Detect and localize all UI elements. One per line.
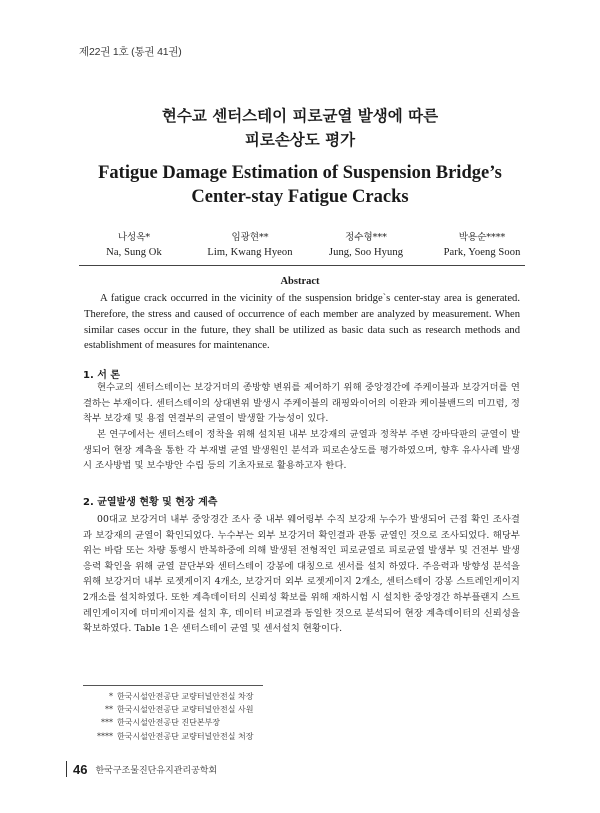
page-footer xyxy=(66,761,217,777)
author-item xyxy=(78,231,190,260)
author-name-english: Na, Sung Ok xyxy=(106,247,162,258)
korean-title-line-2: 피로손상도 평가 xyxy=(244,130,356,149)
abstract-heading: Abstract xyxy=(280,276,320,287)
footnote-mark: ** xyxy=(105,705,113,715)
body-paragraph: 현수교의 센터스테이는 보강거더의 종방향 변위를 제어하기 위해 중앙경간에 주케이블과 보강거더를 연결하는 부재이다. 센터스테이의 상대변위 발생시 주케이블의 래핑와이어의 이완과 케이블밴드의 미끄럼, 정착부 보강재 및 용접 연결부의 균열이 발생할 가능성이 있다. xyxy=(83,382,520,425)
footnote-item xyxy=(83,716,253,729)
footnote-mark: *** xyxy=(101,718,113,728)
page-number: 46 xyxy=(73,761,88,777)
korean-title-line-1: 현수교 센터스테이 피로균열 발생에 따른 xyxy=(161,106,439,125)
footnote-text: 한국시설안전공단 교량터널안전실 차장 xyxy=(117,692,254,701)
english-title-line-1: Fatigue Damage Estimation of Suspension Bridge’s xyxy=(98,163,502,183)
author-name-korean: 정수형*** xyxy=(345,232,387,243)
body-paragraph: 본 연구에서는 센터스테이 정착을 위해 설치된 내부 보강재의 균열과 정착부 주변 강바닥판의 균열이 발생되어 현장 계측을 통한 각 부재별 균열 발생원인 분석과 피로손상도를 평가하였으며, 향후 유사사례 발생시 조사방법 및 보수방안 수립 등의 기초자료로 활용하고자 한다. xyxy=(83,429,520,472)
footnote-list xyxy=(83,690,253,743)
journal-name: 한국구조물진단유지관리공학회 xyxy=(95,764,218,775)
author-list xyxy=(78,231,538,260)
body-paragraph: 00대교 보강거더 내부 중앙경간 조사 중 내부 웨어링부 수직 보강재 누수가 발생되어 근접 확인 조사결과 보강재의 균열이 확인되었다. 누수부는 외부 보강거더 확인결과 관통 균열인 것으로 조사되었다. 해당부위는 바람 또는 차량 통행시 반복하중에 의해 발생된 전형적인 피로균열로 피로균열 발생부 및 건전부 발생응력 확인을 위해 균열 끝단부와 센터스테이 강봉에 대칭으로 센서를 설치 하였다. 주응력과 방향성 분석을 위해 보강거더 내부 로젯게이지 4개소, 보강거더 외부 로젯게이지 2개소, 센터스테이 강봉 스트레인게이지 2개소를 설치하였다. 또한 계측데이터의 신뢰성 확보를 위해 재하시험 시 설치한 중앙경간 하부플랜지 스트레인게이지에 더미게이지를 설치 후, 데이터 비교결과 동일한 것으로 분석되어 현장 계측데이터의 신뢰성을 확보하였다. Table 1은 센터스테이 균열 및 센서설치 현황이다. xyxy=(83,514,520,635)
author-name-english: Lim, Kwang Hyeon xyxy=(207,247,293,258)
author-item xyxy=(310,231,422,260)
author-name-english: Park, Yoeng Soon xyxy=(443,247,521,258)
author-name-korean: 박용순**** xyxy=(458,232,506,243)
author-divider xyxy=(79,265,525,266)
author-item xyxy=(194,231,306,260)
footer-bar xyxy=(66,761,67,777)
section-heading-crack-status: 2. 균열발생 현황 및 현장 계측 xyxy=(83,497,218,508)
footnote-text: 한국시설안전공단 교량터널안전실 처장 xyxy=(117,731,254,741)
abstract-text: A fatigue crack occurred in the vicinity of the suspension bridge`s center-stay area is generated. Therefore, the stress and caused of occurrence of each member are analyzed by measurement. When similar cases occur in the future, they shall be utilized as basic data such as research methods and establishment of measures for maintenance. xyxy=(84,293,520,352)
section-heading-introduction: 1. 서 론 xyxy=(83,370,121,381)
footnote-mark: * xyxy=(109,692,113,701)
footnote-mark: **** xyxy=(97,731,113,741)
author-name-korean: 나성옥* xyxy=(117,232,151,243)
english-title-line-2: Center-stay Fatigue Cracks xyxy=(191,187,409,207)
footnote-item xyxy=(83,703,253,716)
author-item xyxy=(426,231,538,260)
footnote-item xyxy=(83,730,253,743)
footnote-divider xyxy=(83,685,263,686)
footnote-item xyxy=(83,690,253,703)
author-name-korean: 임광현** xyxy=(231,232,269,243)
issue-header: 제22권 1호 (통권 41권) xyxy=(79,46,182,58)
footnote-text: 한국시설안전공단 교량터널안전실 사원 xyxy=(117,705,254,715)
author-name-english: Jung, Soo Hyung xyxy=(328,247,404,258)
footnote-text: 한국시설안전공단 진단본부장 xyxy=(117,718,221,728)
